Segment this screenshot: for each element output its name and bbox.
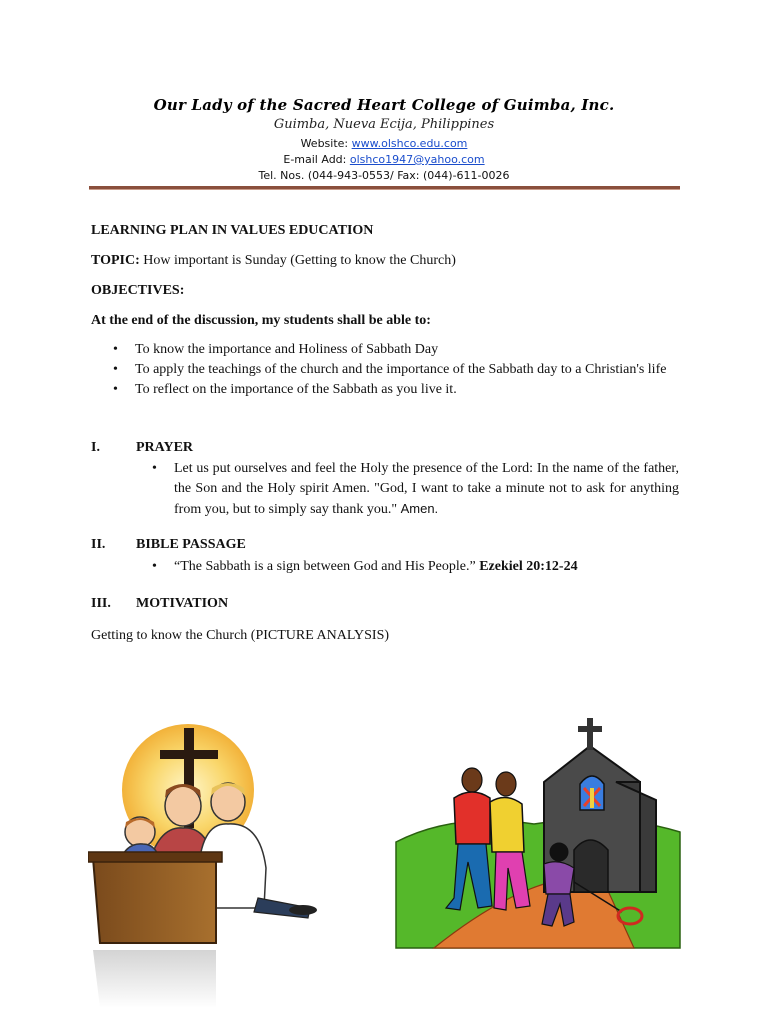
- topic-text: How important is Sunday (Getting to know the Church): [139, 253, 456, 268]
- list-item: [152, 459, 679, 520]
- objectives-label: OBJECTIVES:: [91, 283, 185, 298]
- motivation-text: Getting to know the Church (PICTURE ANALYSIS): [91, 628, 390, 643]
- section-number: III.: [91, 596, 111, 611]
- prayer-amen: Amen.: [400, 501, 439, 516]
- topic-label: TOPIC:: [91, 253, 140, 268]
- family-walking-to-church-image: [394, 712, 682, 950]
- section-number: I.: [91, 440, 100, 455]
- header-divider: [89, 186, 680, 190]
- bible-reference: Ezekiel 20:12-24: [479, 559, 578, 574]
- bible-quote: “The Sabbath is a sign between God and His People.”: [174, 559, 480, 574]
- pew-shape: [93, 858, 216, 943]
- section-title-motivation: MOTIVATION: [136, 596, 229, 611]
- tel-line: Tel. Nos. (044-943-0553/ Fax: (044)-611-0026: [258, 169, 510, 182]
- email-line: [0, 153, 768, 166]
- objectives-list: [113, 340, 678, 400]
- list-item: • To reflect on the importance of the Sabbath as you live it.: [113, 380, 678, 400]
- website-line: [0, 137, 768, 150]
- family-praying-image: [88, 718, 320, 1020]
- doc-title: LEARNING PLAN IN VALUES EDUCATION: [91, 223, 374, 238]
- email-label: E-mail Add:: [283, 153, 350, 166]
- website-link[interactable]: www.olshco.edu.com: [351, 137, 468, 150]
- bible-list: [152, 557, 679, 577]
- prayer-list: [152, 459, 679, 520]
- school-name: Our Lady of the Sacred Heart College of Guimba, Inc.: [153, 96, 615, 114]
- prayer-text: Let us put ourselves and feel the Holy the presence of the Lord: In the name of the father, the Son and the Holy spirit Amen. "God, I want to take a minute not to ask for anything from you, but to simply say thank you.": [174, 461, 679, 517]
- list-item: [152, 557, 679, 577]
- section-title-prayer: PRAYER: [136, 440, 194, 455]
- email-link[interactable]: olshco1947@yahoo.com: [349, 153, 485, 166]
- objectives-intro: At the end of the discussion, my students shall be able to:: [91, 313, 431, 328]
- topic-line: [91, 251, 456, 270]
- list-item: • To apply the teachings of the church and the importance of the Sabbath day to a Christian's life: [113, 360, 678, 380]
- school-address: Guimba, Nueva Ecija, Philippines: [273, 117, 495, 132]
- website-label: Website:: [300, 137, 352, 150]
- church-cross-icon: [587, 718, 593, 750]
- list-item: • To know the importance and Holiness of Sabbath Day: [113, 340, 678, 360]
- section-number: II.: [91, 537, 106, 552]
- section-title-bible-passage: BIBLE PASSAGE: [136, 537, 246, 552]
